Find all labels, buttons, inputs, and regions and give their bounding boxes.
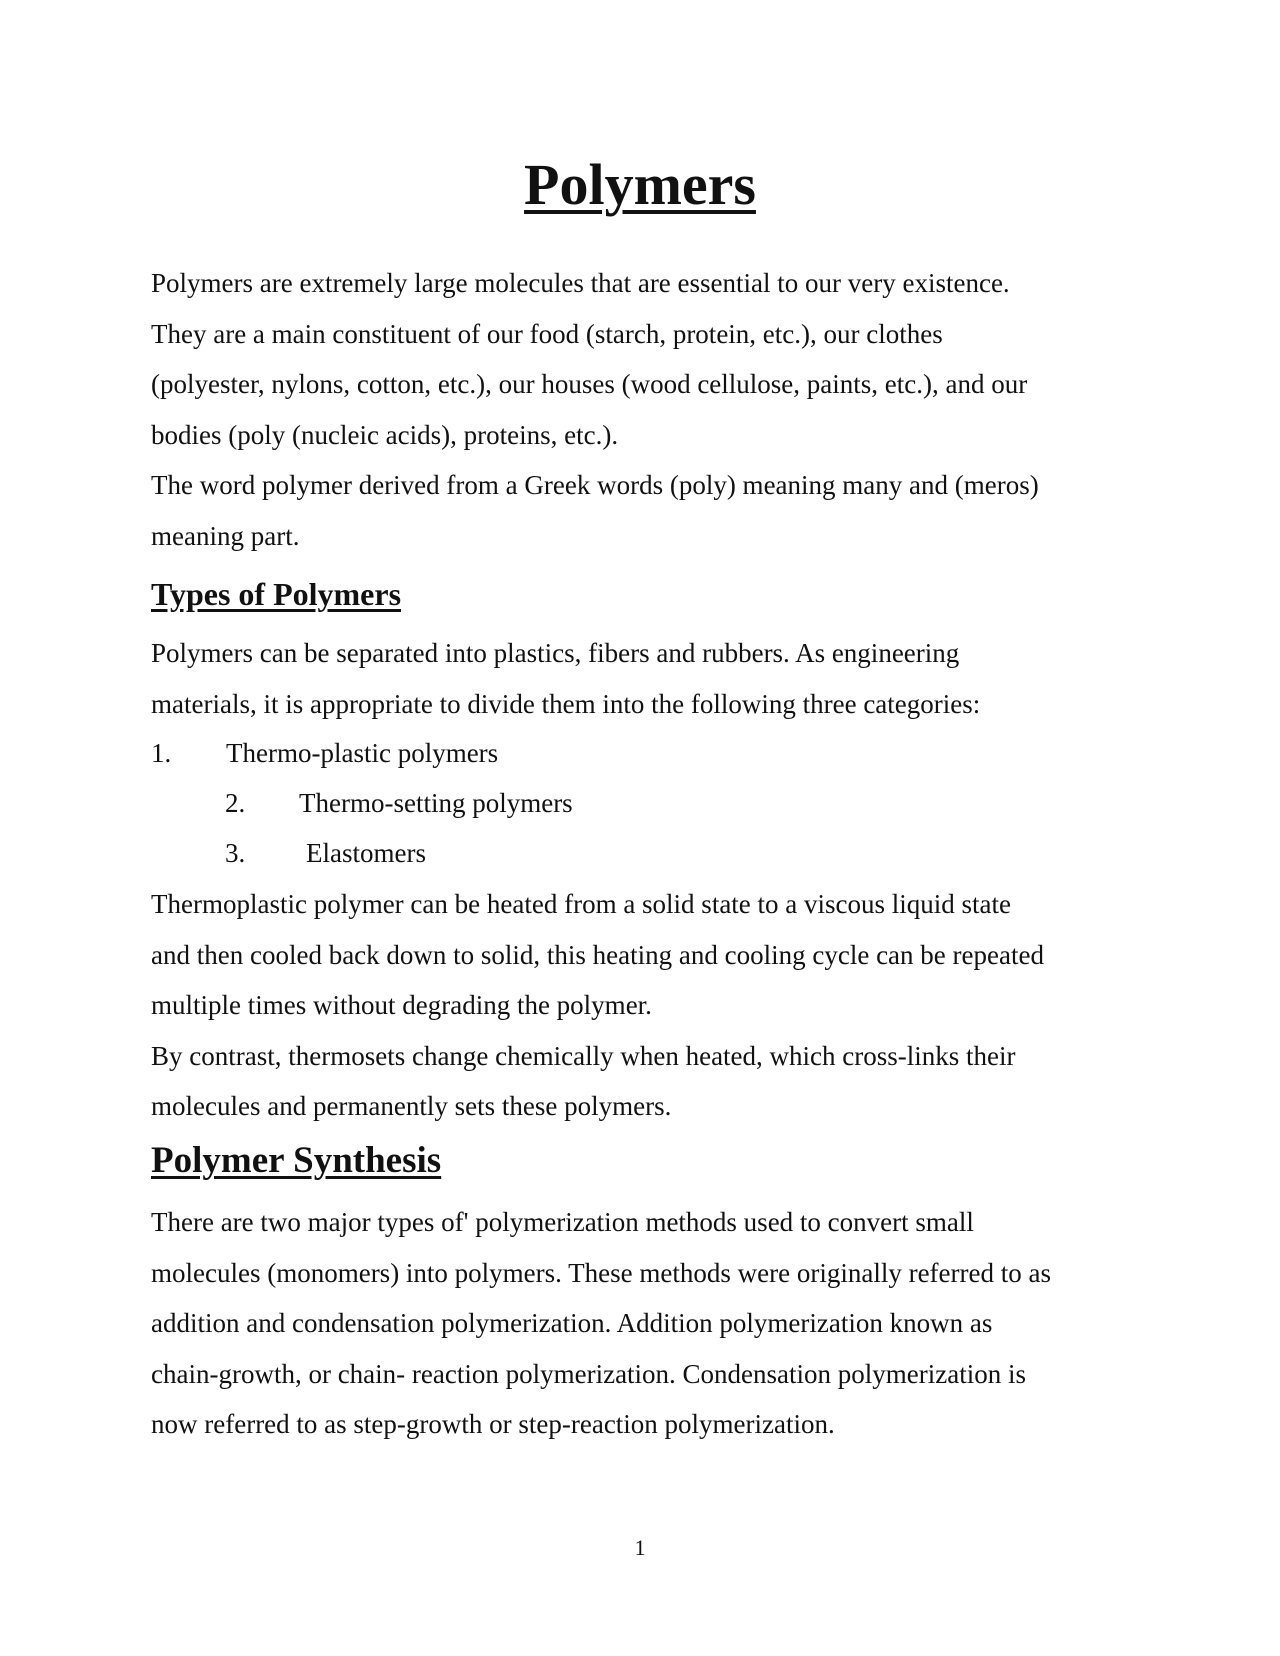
list-item-number: 1.: [151, 738, 172, 768]
page-title-text: Polymers: [524, 152, 756, 217]
types-body-line: multiple times without degrading the polymer.: [151, 990, 652, 1020]
intro-line: bodies (poly (nucleic acids), proteins, etc.).: [151, 419, 619, 450]
list-item-number: 2.: [225, 788, 246, 818]
types-body-line: Thermoplastic polymer can be heated from a solid state to a viscous liquid state: [151, 889, 1012, 919]
page-number: 1: [634, 1535, 646, 1560]
synthesis-line: chain-growth, or chain- reaction polymerization. Condensation polymerization is: [151, 1358, 1026, 1389]
list-item: [151, 728, 498, 778]
types-body-line: By contrast, thermosets change chemically when heated, which cross-links their: [151, 1040, 1016, 1071]
list-item-label: Thermo-setting polymers: [299, 788, 573, 818]
types-intro-paragraph: [151, 628, 1151, 729]
list-item: [225, 778, 573, 828]
types-body-line: and then cooled back down to solid, this heating and cooling cycle can be repeated: [151, 939, 1044, 970]
list-item-number: 3.: [225, 838, 246, 868]
intro-line: Polymers are extremely large molecules that are essential to our very existence.: [151, 268, 1010, 298]
types-body-paragraph: [151, 879, 1151, 1132]
synthesis-line: There are two major types of' polymerization methods used to convert small: [151, 1207, 974, 1237]
synthesis-line: molecules (monomers) into polymers. These methods were originally referred to as: [151, 1257, 1051, 1288]
intro-line: (polyester, nylons, cotton, etc.), our houses (wood cellulose, paints, etc.), and our: [151, 369, 1028, 399]
types-body-line: molecules and permanently sets these polymers.: [151, 1091, 672, 1121]
synthesis-paragraph: [151, 1197, 1151, 1450]
synthesis-line: now referred to as step-growth or step-reaction polymerization.: [151, 1409, 835, 1439]
list-item-label: Thermo-plastic polymers: [226, 738, 499, 768]
intro-line: The word polymer derived from a Greek words (poly) meaning many and (meros): [151, 470, 1039, 500]
intro-line: meaning part.: [151, 520, 300, 551]
types-heading: Types of Polymers: [151, 576, 402, 612]
intro-paragraph: [151, 258, 1151, 561]
list-item-label: Elastomers: [306, 838, 426, 868]
page-title: [0, 150, 1280, 220]
types-intro-line: Polymers can be separated into plastics, fibers and rubbers. As engineering: [151, 638, 960, 668]
types-intro-line: materials, it is appropriate to divide them into the following three categories:: [151, 688, 981, 719]
intro-line: They are a main constituent of our food (starch, protein, etc.), our clothes: [151, 318, 943, 349]
synthesis-line: addition and condensation polymerization. Addition polymerization known as: [151, 1308, 993, 1338]
synthesis-heading: Polymer Synthesis: [151, 1140, 442, 1181]
list-item: [225, 828, 426, 878]
